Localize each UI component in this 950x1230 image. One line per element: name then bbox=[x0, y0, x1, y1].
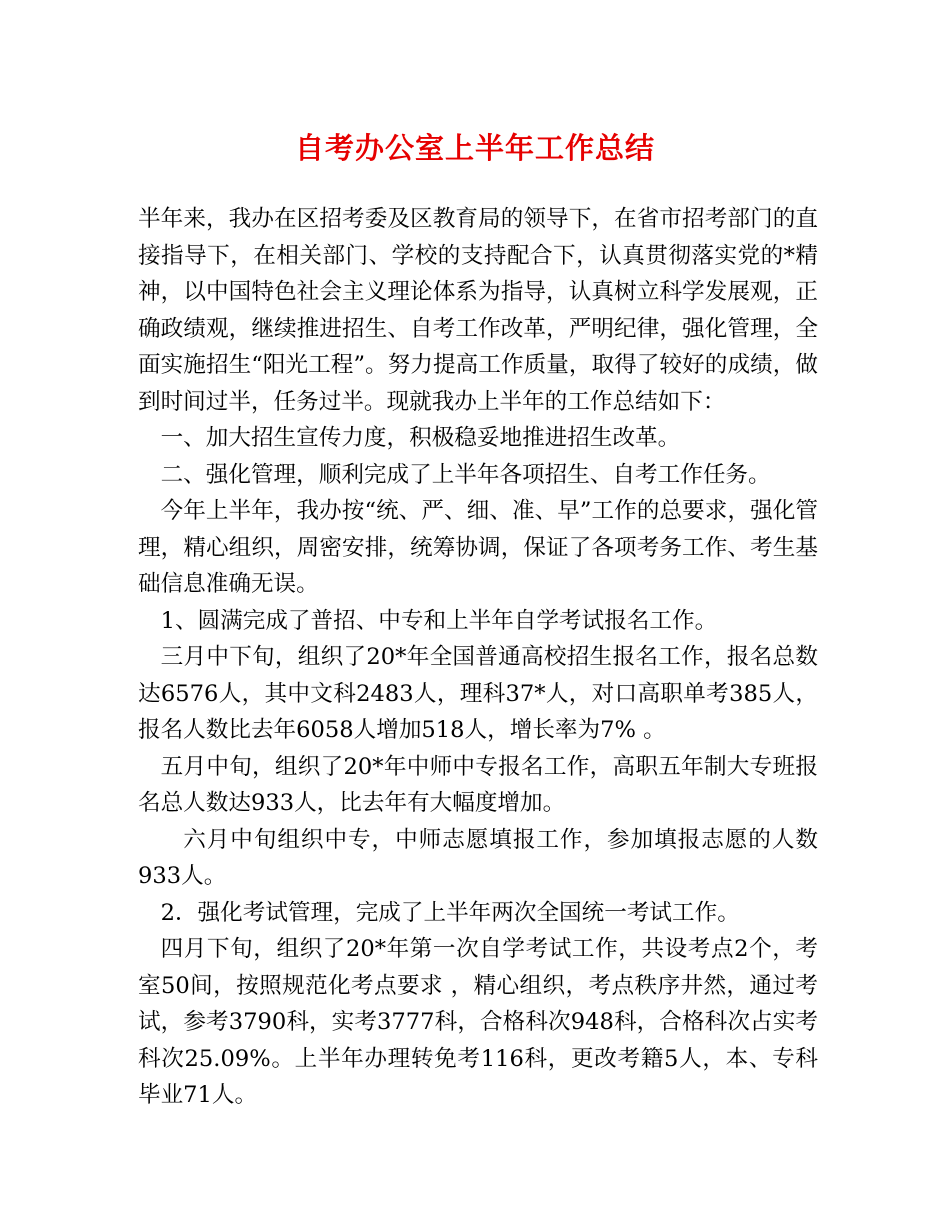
paragraph-march-registration: 三月中下旬，组织了20*年全国普通高校招生报名工作，报名总数达6576人，其中文科2483人，理科37*人，对口高职单考385人，报名人数比去年6058人增加518人，增长率为7% 。 bbox=[138, 644, 818, 743]
paragraph-section-2: 二、强化管理，顺利完成了上半年各项招生、自考工作任务。 bbox=[160, 461, 771, 488]
paragraph-may-registration: 五月中旬，组织了20*年中师中专报名工作，高职五年制大专班报名总人数达933人，比去年有大幅度增加。 bbox=[138, 753, 818, 816]
paragraph-april-exam: 四月下旬，组织了20*年第一次自学考试工作，共设考点2个，考室50间，按照规范化考点要求 ，精心组织，考点秩序井然，通过考试，参考3790科，实考3777科，合格科次948科，合格科次占实考科次25.09%。上半年办理转免考116科，更改考籍5人，本、专科毕业71人。 bbox=[138, 936, 818, 1108]
paragraph-item-1: 1、圆满完成了普招、中专和上半年自学考试报名工作。 bbox=[160, 607, 718, 634]
paragraph-item-2: 2．强化考试管理，完成了上半年两次全国统一考试工作。 bbox=[160, 899, 740, 926]
paragraph-intro: 半年来，我办在区招考委及区教育局的领导下，在省市招考部门的直接指导下，在相关部门、学校的支持配合下，认真贯彻落实党的*精神，以中国特色社会主义理论体系为指导，认真树立科学发展观，正确政绩观，继续推进招生、自考工作改革，严明纪律，强化管理，全面实施招生“阳光工程”。努力提高工作质量，取得了较好的成绩，做到时间过半，任务过半。现就我办上半年的工作总结如下： bbox=[138, 206, 818, 415]
document-title: 自考办公室上半年工作总结 bbox=[294, 131, 655, 165]
document-body bbox=[138, 201, 818, 1114]
paragraph-june-application: 六月中旬组织中专，中师志愿填报工作，参加填报志愿的人数933人。 bbox=[138, 826, 818, 889]
paragraph-requirements: 今年上半年，我办按“统、严、细、准、早”工作的总要求，强化管理，精心组织，周密安排，统筹协调，保证了各项考务工作、考生基础信息准确无误。 bbox=[138, 498, 818, 597]
paragraph-section-1: 一、加大招生宣传力度，积极稳妥地推进招生改革。 bbox=[160, 425, 681, 451]
